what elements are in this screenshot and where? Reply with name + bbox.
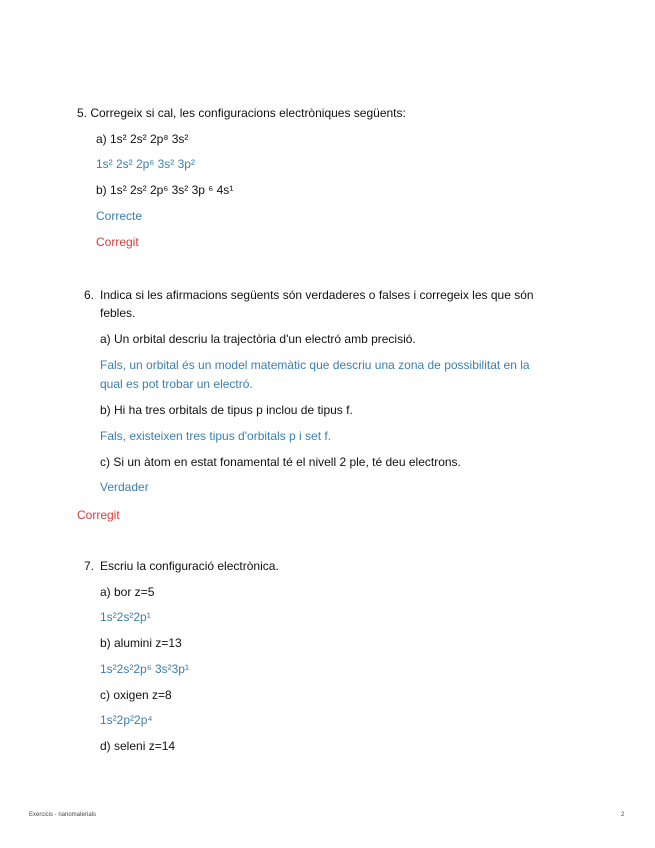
q5-a-answer: 1s² 2s² 2p⁶ 3s² 3p²: [96, 157, 195, 171]
q7-a-answer: 1s²2s²2p¹: [100, 610, 151, 624]
q6-corrected: Corregit: [77, 508, 120, 522]
q7-a-label: a) bor z=5: [100, 585, 155, 599]
q7-title: Escriu la configuració electrònica.: [100, 559, 279, 573]
q6-b-label: b) Hi ha tres orbitals de tipus p inclou de tipus f.: [100, 403, 353, 417]
q6-a-answer-line2: qual es pot trobar un electró.: [100, 377, 253, 391]
q5-title: 5. Corregeix si cal, les configuracions electròniques següents:: [77, 106, 406, 120]
q6-title-line1: Indica si les afirmacions següents són verdaderes o falses i corregeix les que són: [100, 288, 534, 302]
q7-d-label: d) seleni z=14: [100, 739, 176, 753]
q7-c-answer: 1s²2p²2p⁴: [100, 713, 153, 727]
q7-c-label: c) oxigen z=8: [100, 688, 172, 702]
q6-number: 6.: [84, 288, 95, 302]
q7-b-answer: 1s²2s²2p⁶ 3s²3p¹: [100, 662, 189, 676]
q5-b-label: b) 1s² 2s² 2p⁶ 3s² 3p ⁶ 4s¹: [96, 183, 234, 197]
q5-b-answer: Correcte: [96, 209, 143, 223]
q7-number: 7.: [84, 559, 95, 573]
q6-b-answer: Fals, existeixen tres tipus d'orbitals p i set f.: [100, 429, 332, 443]
q7-b-label: b) alumini z=13: [100, 636, 182, 650]
q6-c-label: c) Si un àtom en estat fonamental té el nivell 2 ple, té deu electrons.: [100, 455, 461, 469]
q6-c-answer: Verdader: [100, 480, 149, 494]
q5-corrected: Corregit: [96, 235, 139, 249]
q6-a-label: a) Un orbital descriu la trajectòria d'un electró amb precisió.: [100, 332, 416, 346]
q6-title-line2: febles.: [100, 306, 136, 320]
q5-a-label: a) 1s² 2s² 2p⁸ 3s²: [96, 132, 189, 146]
footer-title: Exercicis - nanomaterials: [29, 812, 97, 818]
page-number: 2: [621, 812, 625, 818]
q6-a-answer-line1: Fals, un orbital és un model matemàtic que descriu una zona de possibilitat en la: [100, 358, 530, 372]
